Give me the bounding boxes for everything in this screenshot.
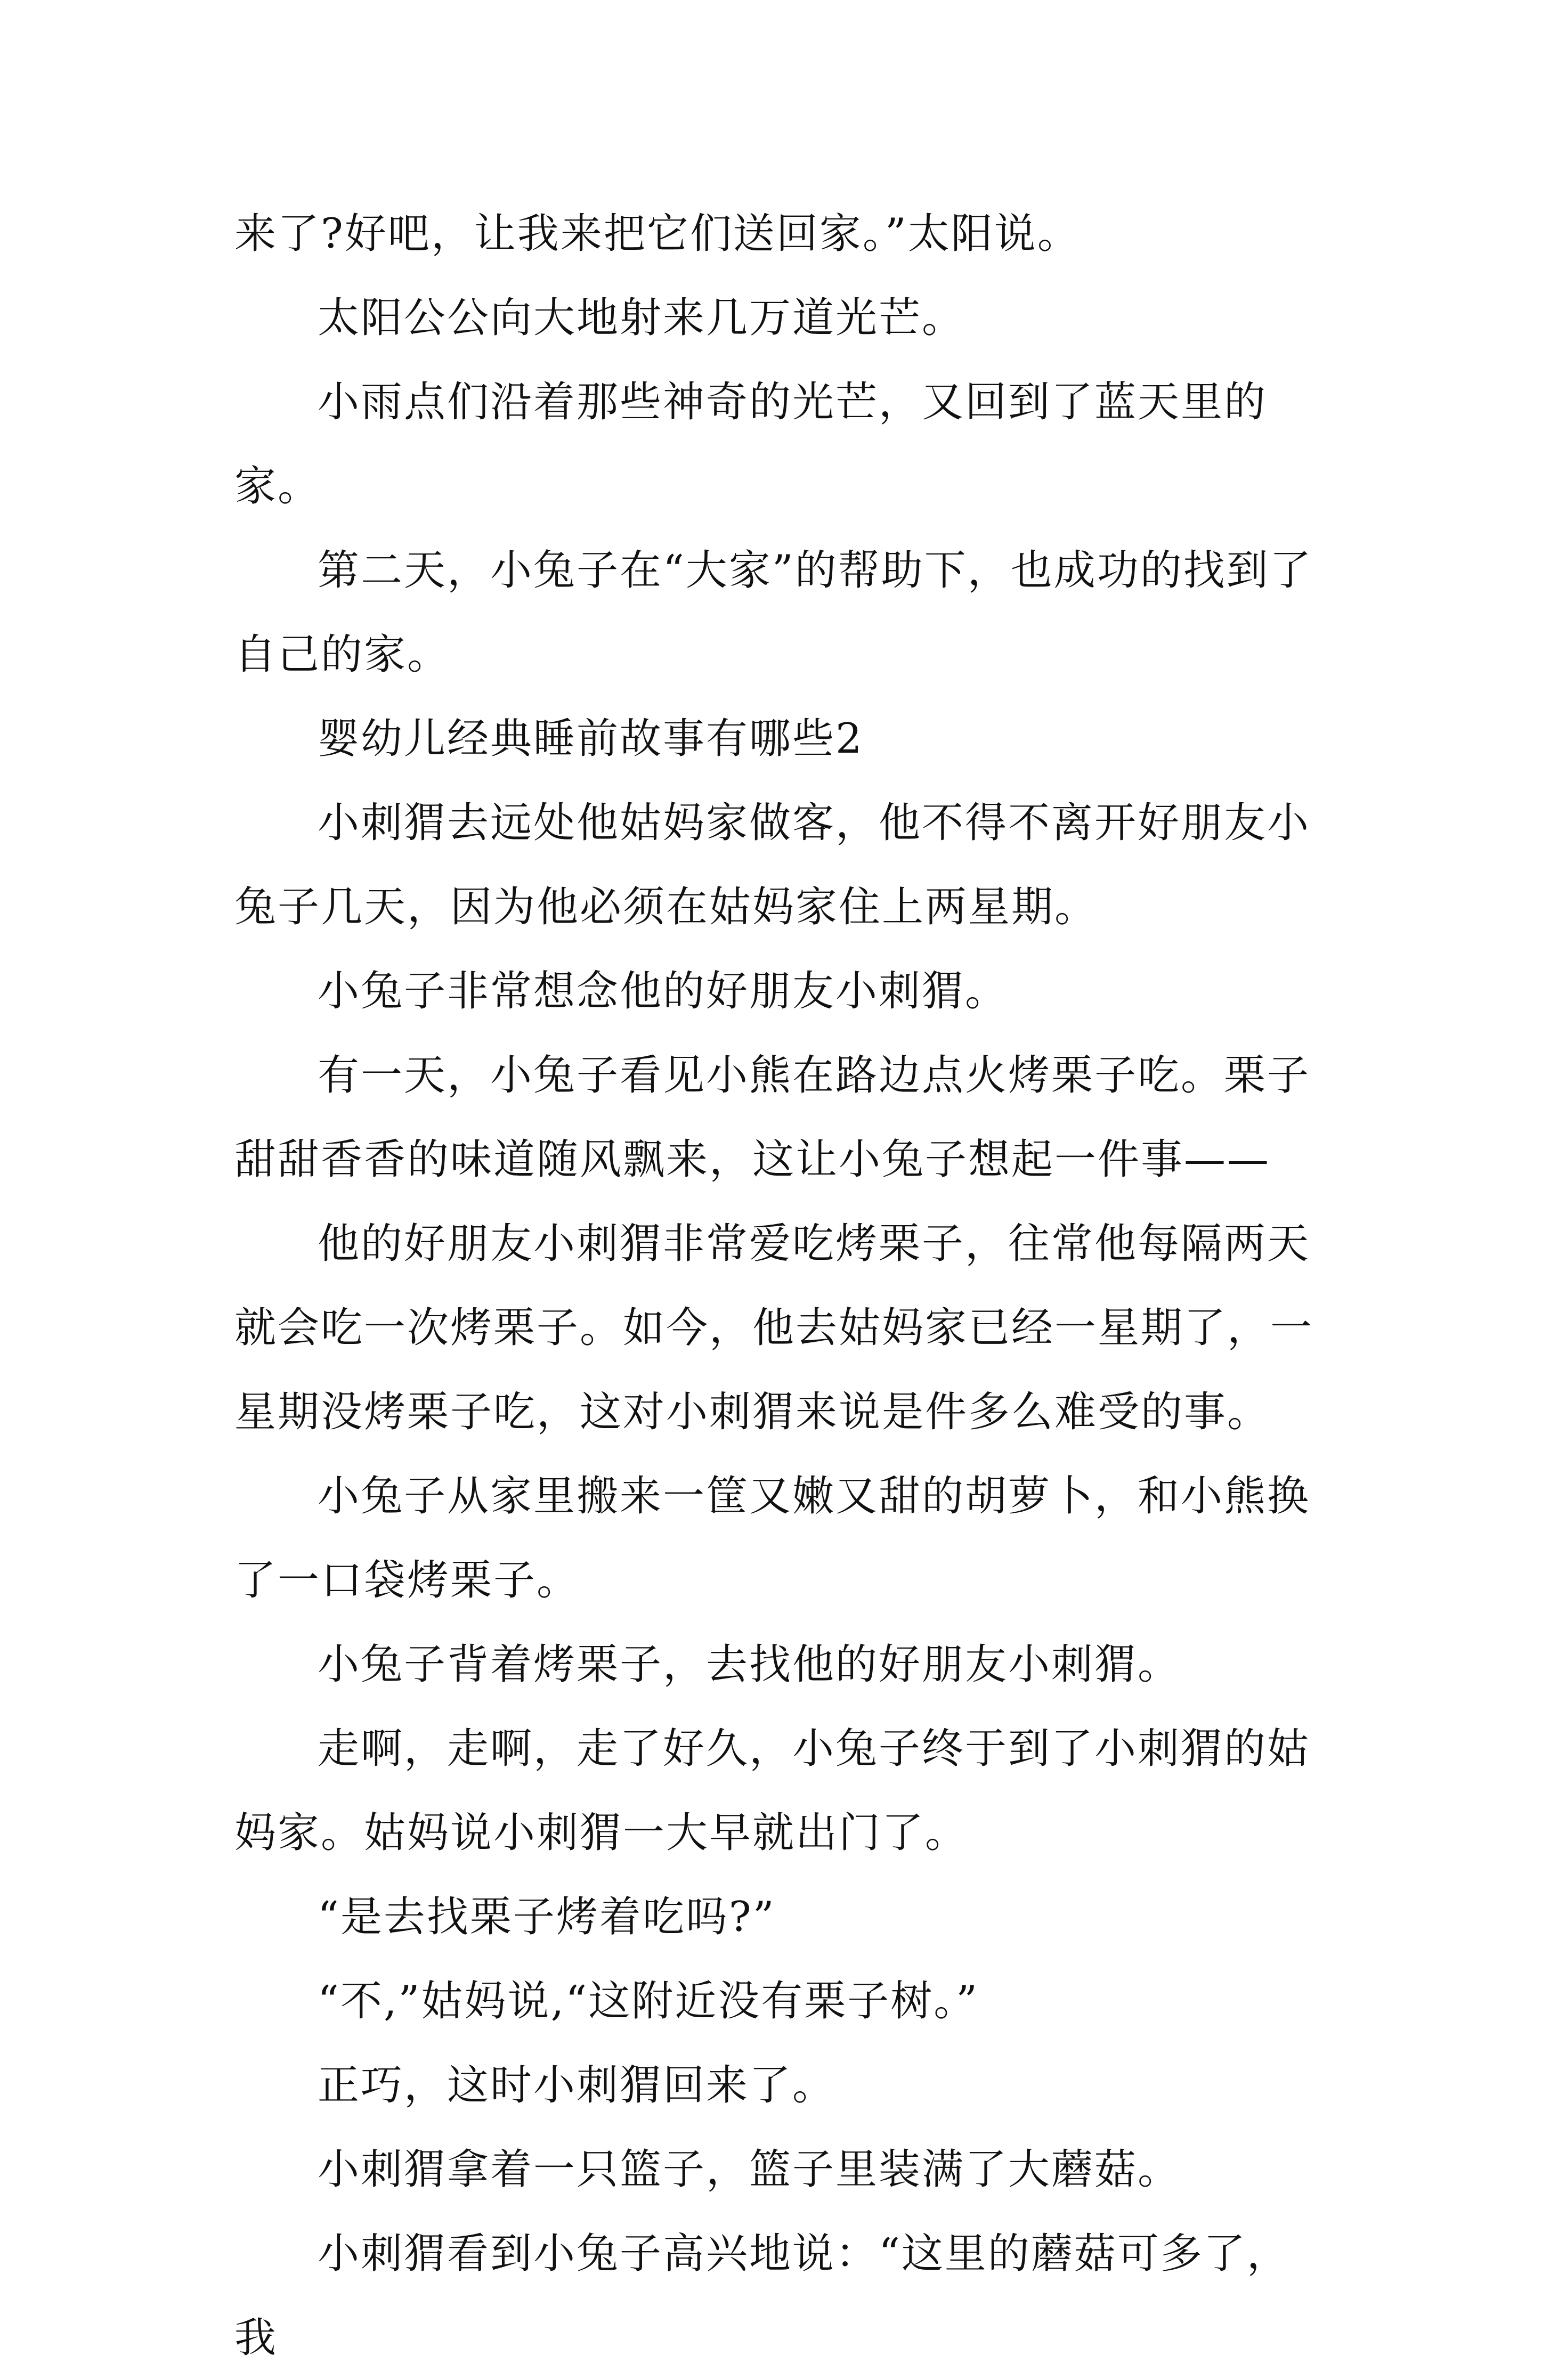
paragraph: 小刺猬看到小兔子高兴地说：“这里的蘑菇可多了，我 [234, 2230, 1290, 2362]
paragraph: 小刺猬拿着一只篮子，篮子里装满了大蘑菇。 [318, 2146, 1181, 2194]
paragraph: 第二天，小兔子在“大家”的帮助下，也成功的找到了自己的家。 [234, 547, 1313, 679]
paragraph: 太阳公公向大地射来几万道光芒。 [318, 294, 965, 342]
paragraph: 小兔子背着烤栗子，去找他的好朋友小刺猬。 [318, 1641, 1181, 1689]
paragraph: 小雨点们沿着那些神奇的光芒，又回到了蓝天里的家。 [234, 378, 1268, 510]
paragraph: 小刺猬去远处他姑妈家做客，他不得不离开好朋友小兔子几天，因为他必须在姑妈家住上两星期。 [234, 799, 1311, 931]
section-heading: 婴幼儿经典睡前故事有哪些2 [318, 715, 864, 763]
paragraph: 他的好朋友小刺猬非常爱吃烤栗子，往常他每隔两天就会吃一次烤栗子。如今，他去姑妈家已经一星期了，一星期没烤栗子吃，这对小刺猬来说是件多么难受的事。 [234, 1220, 1314, 1436]
dialogue-line: “不,”姑妈说,“这附近没有栗子树。” [318, 1977, 979, 2025]
paragraph: 有一天，小兔子看见小熊在路边点火烤栗子吃。栗子甜甜香香的味道随风飘来，这让小兔子想起一件事—— [234, 1052, 1311, 1184]
paragraph: 小兔子从家里搬来一筐又嫩又甜的胡萝卜，和小熊换了一口袋烤栗子。 [234, 1472, 1311, 1604]
paragraph: 小兔子非常想念他的好朋友小刺猬。 [318, 967, 1009, 1015]
document-body [234, 192, 1327, 2380]
dialogue-line: “是去找栗子烤着吃吗?” [318, 1893, 776, 1941]
paragraph: 正巧，这时小刺猬回来了。 [318, 2061, 836, 2109]
paragraph: 来了?好吧，让我来把它们送回家。”太阳说。 [234, 210, 1081, 258]
paragraph: 走啊，走啊，走了好久，小兔子终于到了小刺猬的姑妈家。姑妈说小刺猬一大早就出门了。 [234, 1725, 1311, 1857]
